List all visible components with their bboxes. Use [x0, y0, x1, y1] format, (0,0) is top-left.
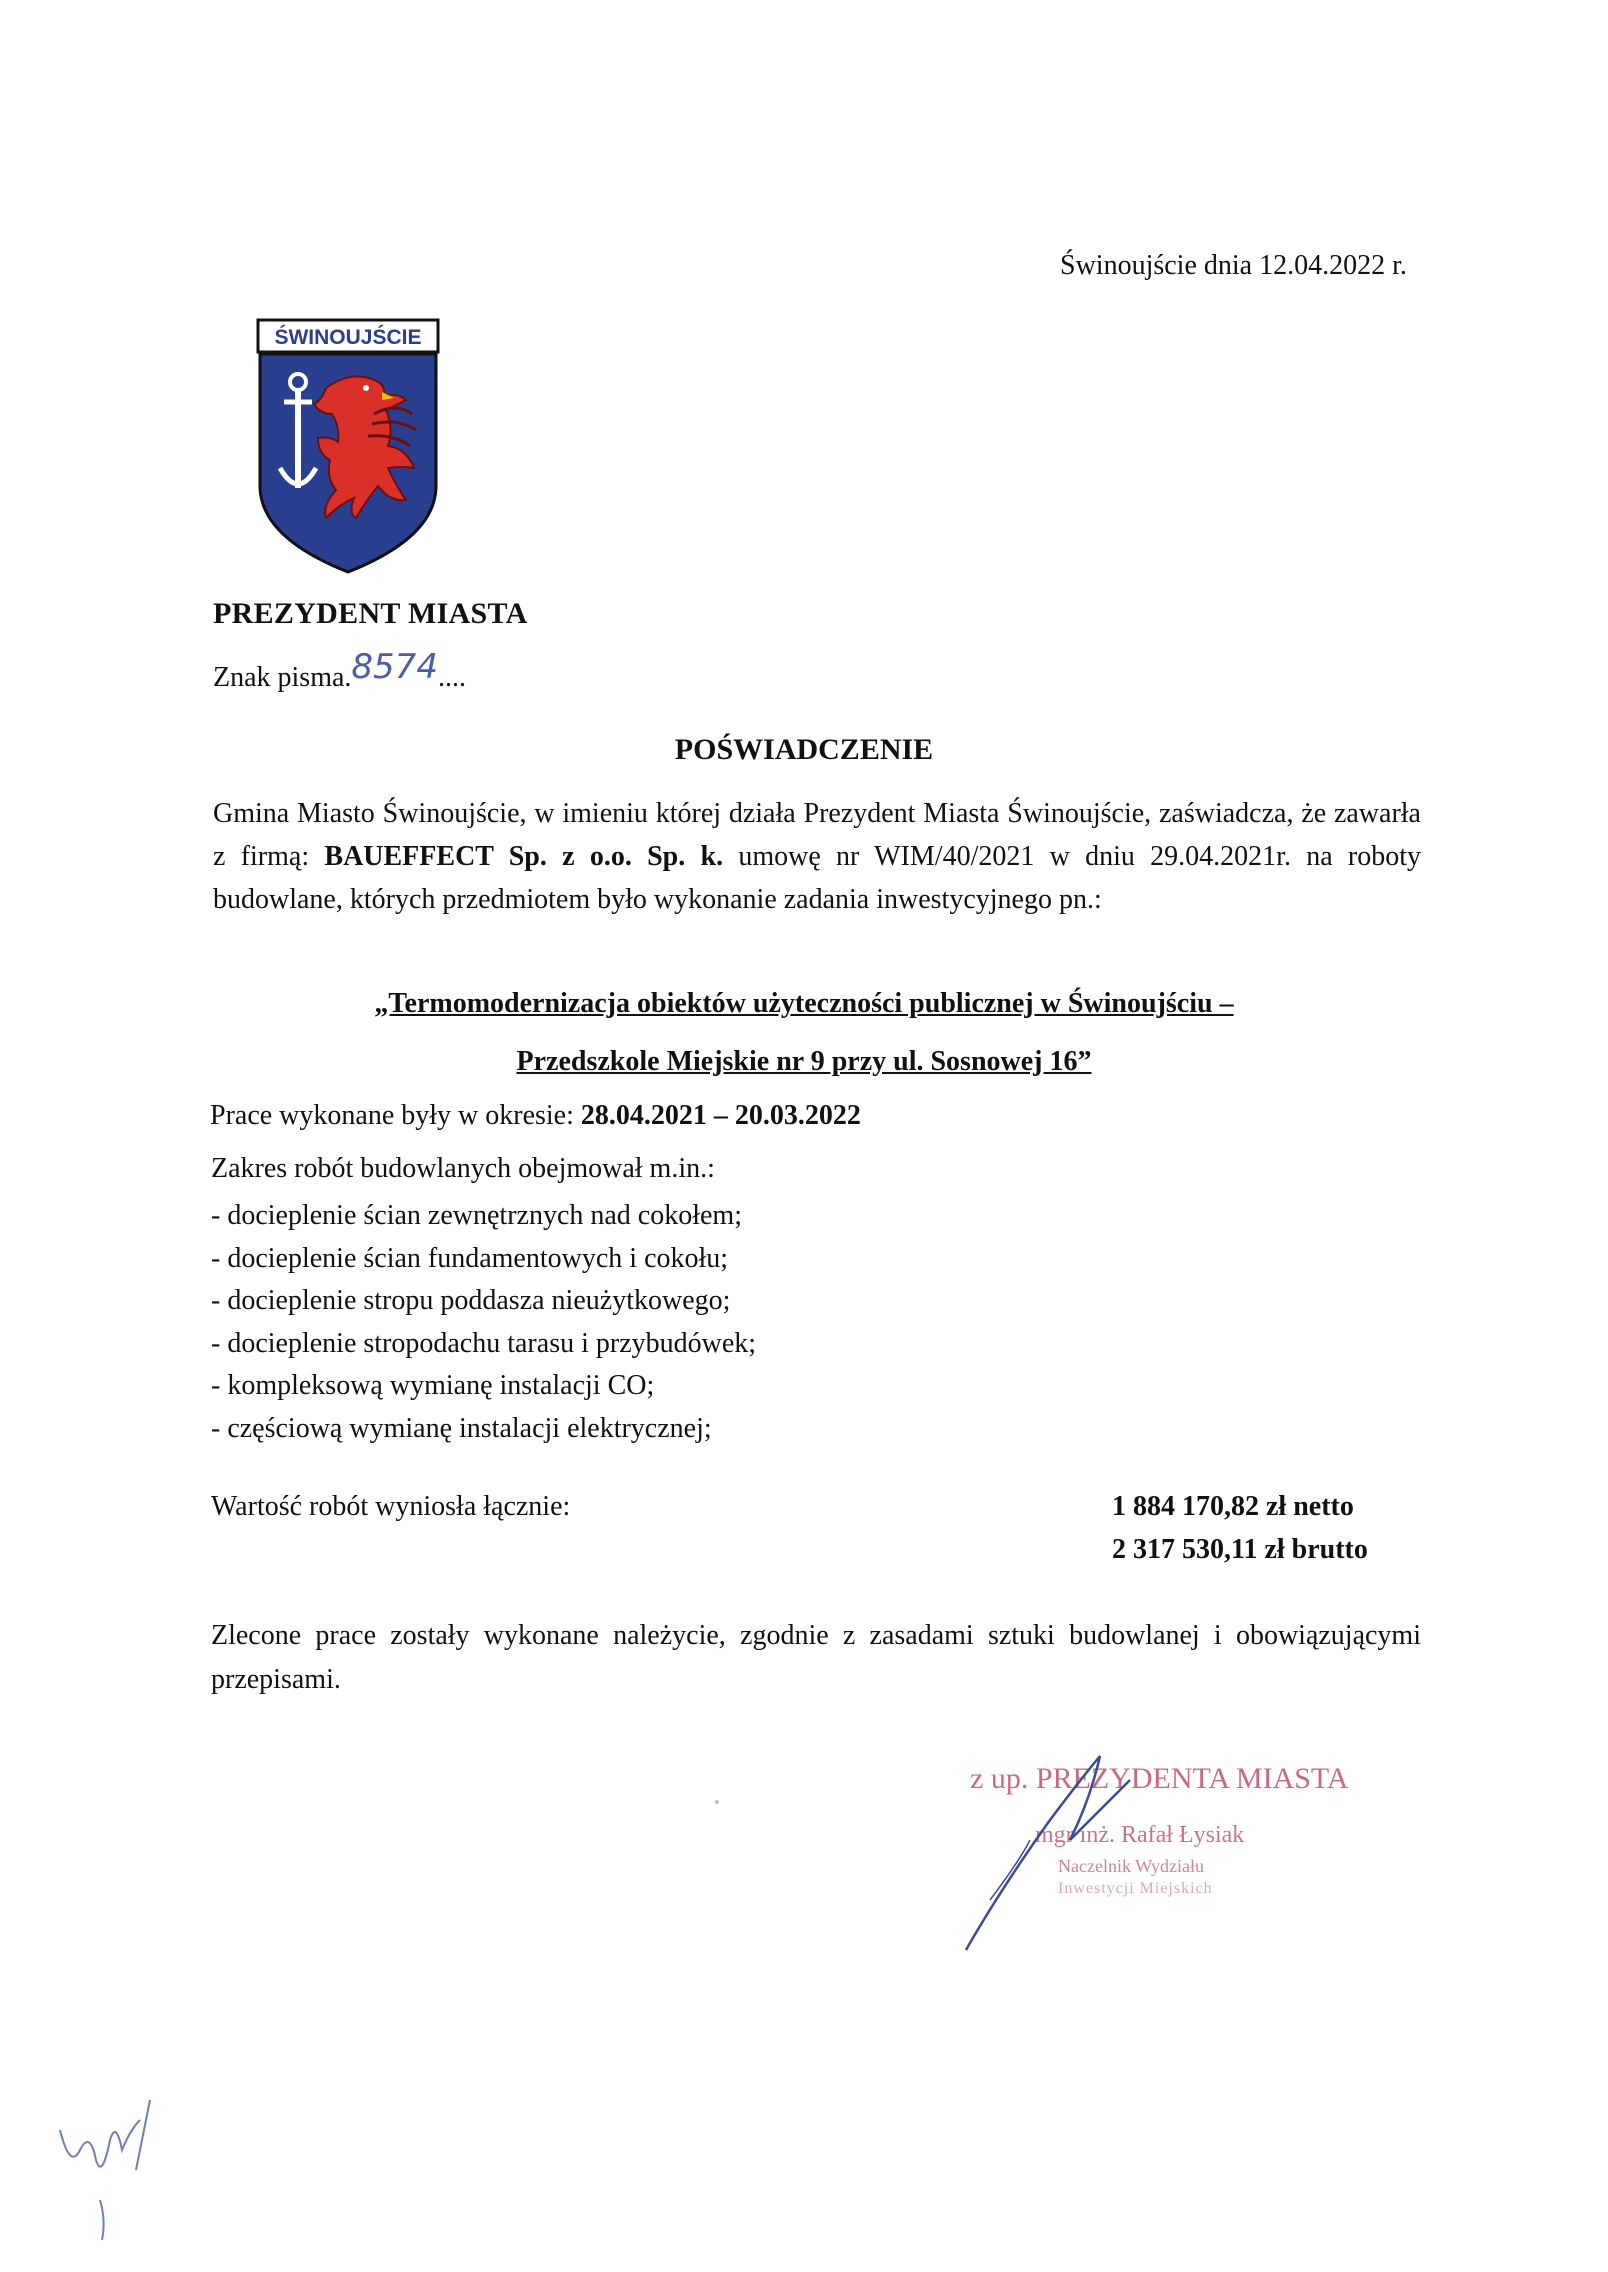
handwritten-signature — [960, 1740, 1220, 1980]
paraph-initials — [50, 2090, 170, 2250]
crest-label: ŚWINOUJŚCIE — [274, 326, 422, 349]
project-name-line-1: „Termomodernizacja obiektów użyteczności publicznej w Świnoujściu – — [374, 988, 1234, 1019]
list-item: - częściową wymianę instalacji elektrycznej; — [211, 1412, 712, 1444]
stamp-line-3: Naczelnik Wydziału — [1058, 1856, 1205, 1876]
period-label: Prace wykonane były w okresie: — [210, 1100, 581, 1131]
issuer-title: PREZYDENT MIASTA — [213, 597, 528, 630]
intro-paragraph — [213, 792, 1421, 921]
reference-label: Znak pisma. — [213, 662, 352, 693]
list-item: - docieplenie ścian zewnętrznych nad cokołem; — [211, 1200, 742, 1231]
closing-paragraph: Zlecone prace zostały wykonane należycie, zgodnie z zasadami sztuki budowlanej i obowiązującymi przepisami. — [211, 1620, 1421, 1695]
value-gross: 2 317 530,11 zł brutto — [1112, 1534, 1368, 1565]
city-crest-logo — [256, 318, 440, 574]
scope-heading: Zakres robót budowlanych obejmował m.in.: — [211, 1153, 715, 1184]
intro-text-a: Gmina Miasto Świnoujście, w imieniu której działa Prezydent Miasta Świnoujście, zaświadcza, że zawarła z firmą: — [213, 798, 1421, 872]
place-date: Świnoujście dnia 12.04.2022 r. — [1060, 250, 1407, 281]
period-value: 28.04.2021 – 20.03.2022 — [580, 1100, 861, 1131]
project-name-line-2: Przedszkole Miejskie nr 9 przy ul. Sosnowej 16” — [516, 1046, 1092, 1077]
stamp-line-2: mgr inż. Rafał Łysiak — [1035, 1822, 1245, 1848]
value-label: Wartość robót wyniosła łącznie: — [211, 1491, 571, 1522]
reference-dots: .... — [437, 662, 466, 693]
reference-number-line — [213, 647, 466, 695]
document-title: POŚWIADCZENIE — [674, 733, 934, 766]
intro-text-b: umowę nr WIM/40/2021 w dniu 29.04.2021r. na roboty budowlane, których przedmiotem było wykonanie zadania inwestycyjnego pn.: — [213, 841, 1422, 915]
crest-shield-icon — [256, 318, 440, 574]
list-item: - kompleksową wymianę instalacji CO; — [211, 1370, 655, 1401]
company-name: BAUEFFECT Sp. z o.o. Sp. k. — [324, 841, 724, 872]
stamp-line-4: Inwestycji Miejskich — [1058, 1880, 1213, 1897]
list-item: - docieplenie stropu poddasza nieużytkowego; — [211, 1285, 731, 1316]
value-net: 1 884 170,82 zł netto — [1112, 1491, 1354, 1522]
scope-list — [211, 1195, 756, 1450]
stamp-line-1: z up. PREZYDENTA MIASTA — [970, 1762, 1349, 1795]
scan-speck — [715, 1800, 719, 1804]
work-period — [210, 1100, 861, 1132]
reference-number: 8574 — [351, 647, 438, 687]
list-item: - docieplenie ścian fundamentowych i cokołu; — [211, 1242, 729, 1274]
list-item: - docieplenie stropodachu tarasu i przybudówek; — [211, 1327, 757, 1359]
